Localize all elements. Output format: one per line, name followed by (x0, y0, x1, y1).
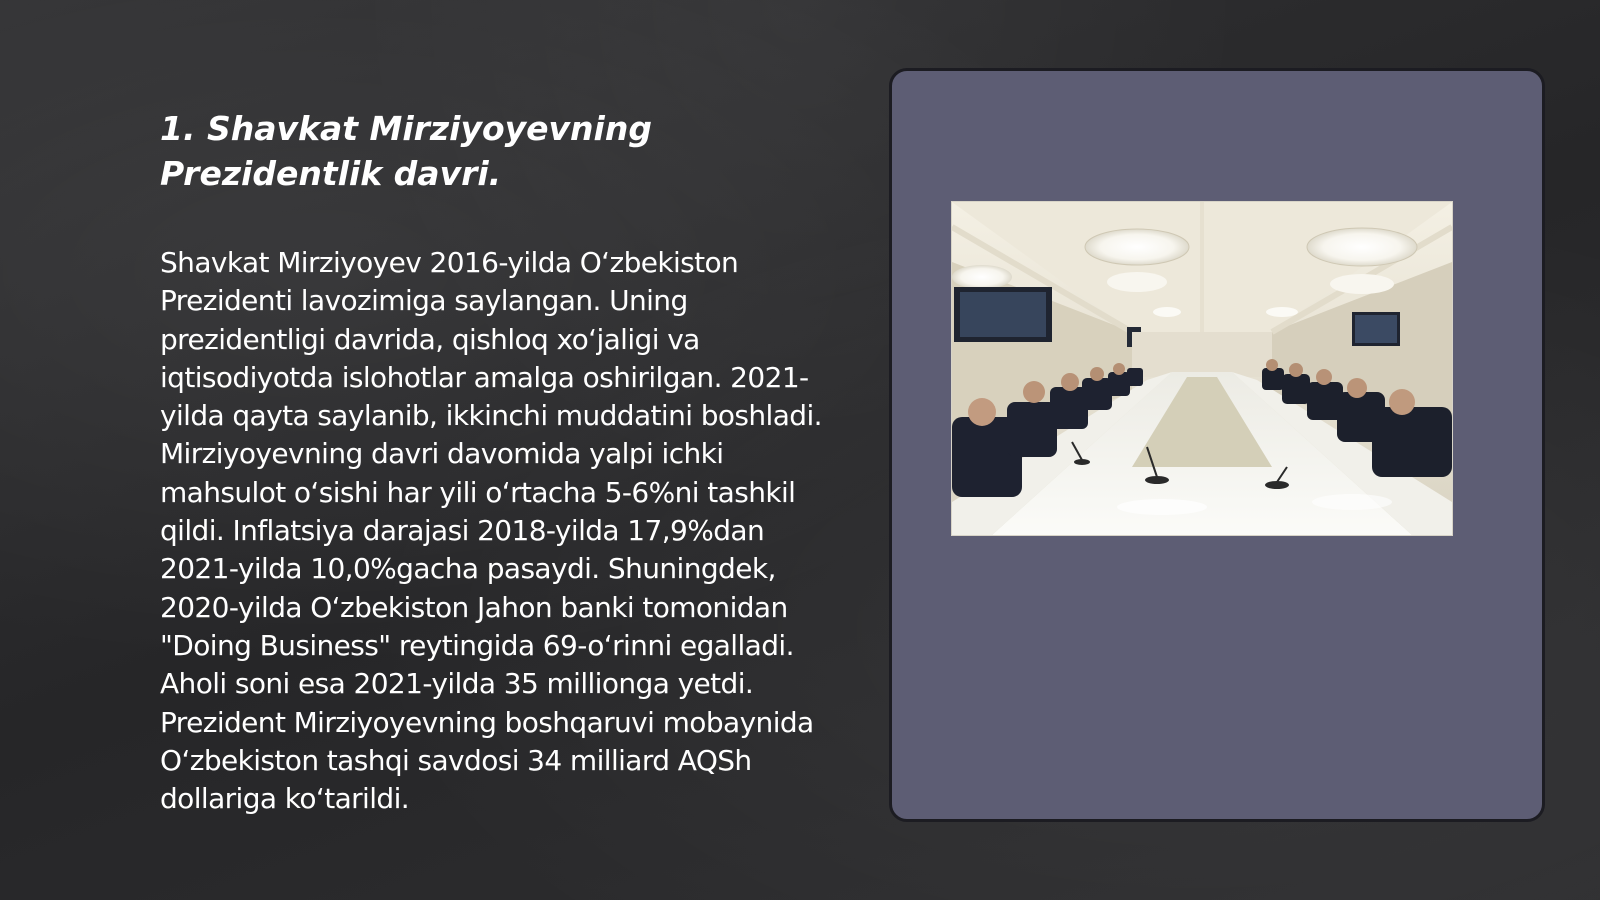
slide-title: 1. Shavkat Mirziyoyevning Prezidentlik davri. (160, 109, 652, 193)
meeting-photo (951, 201, 1453, 536)
slide-body-text: Shavkat Mirziyoyev 2016-yilda O‘zbekiston Prezidenti lavozimiga saylangan. Uning prezidentligi davrida, qishloq xo‘jaligi va iqtisodiyotda islohotlar amalga oshirilgan. 2021-yilda qayta saylanib, ikkinchi muddatini boshladi. Mirziyoyevning davri davomida yalpi ichki mahsulot o‘sishi har yili o‘rtacha 5-6%ni tashkil qildi. Inflatsiya darajasi 2018-yilda 17,9%dan 2021-yilda 10,0%gacha pasaydi. Shuningdek, 2020-yilda O‘zbekiston Jahon banki tomonidan "Doing Business" reytingida 69-o‘rinni egalladi. Aholi soni esa 2021-yilda 35 millionga yetdi. Prezident Mirziyoyevning boshqaruvi mobaynida O‘zbekiston tashqi savdosi 34 milliard AQSh dollariga ko‘tarildi. (160, 246, 822, 816)
image-panel (889, 68, 1545, 822)
